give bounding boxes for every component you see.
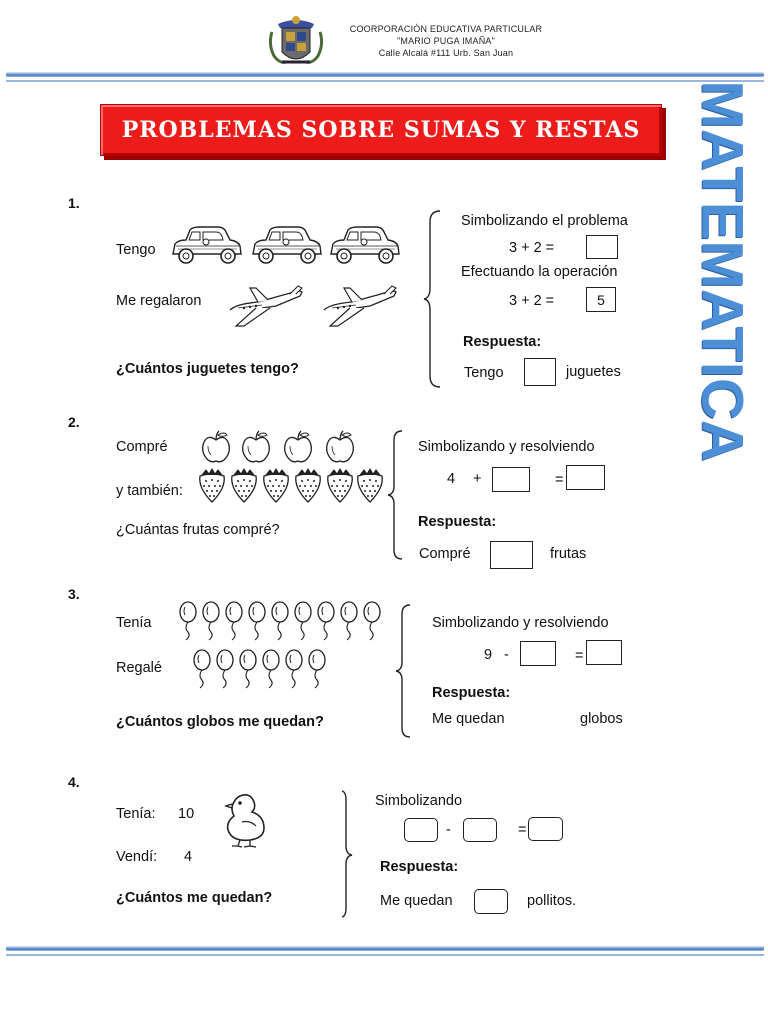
apple-icon <box>243 431 270 462</box>
problem-1-eq2-result: 5 <box>597 291 605 308</box>
brace-icon <box>390 430 408 560</box>
problem-3-eq-first: 9 <box>484 647 493 663</box>
school-name: COORPORACIÓN EDUCATIVA PARTICULAR <box>349 24 543 34</box>
brace-icon <box>336 790 354 918</box>
problem-4-answer-after: pollitos. <box>527 893 577 909</box>
problem-3-line2: Regalé <box>116 660 162 676</box>
strawberry-icon <box>264 469 289 502</box>
strawberry-icon <box>296 469 321 502</box>
problem-1-line2: Me regalaron <box>116 293 202 309</box>
balloon-icon <box>180 602 196 640</box>
strawberry-icon <box>200 469 225 502</box>
airplane-icon <box>324 286 396 326</box>
title-banner <box>100 104 666 160</box>
problem-1-side-heading1: Simbolizando el problema <box>461 213 628 229</box>
problem-3-eq-equals: = <box>575 648 584 664</box>
problem-1-answer-before: Tengo <box>464 365 504 381</box>
footer-rule-thin <box>6 954 764 956</box>
problem-2-answer-after: frutas <box>550 546 587 562</box>
balloon-icon <box>318 602 334 640</box>
header-rule <box>6 72 764 77</box>
problem-4-line2-value: 4 <box>184 849 193 865</box>
problem-3-eq-op: - <box>504 647 509 663</box>
problem-1-question: ¿Cuántos juguetes tengo? <box>116 361 299 377</box>
footer-rule <box>6 946 764 951</box>
strawberry-icon <box>358 469 383 502</box>
balloon-icon <box>364 602 380 640</box>
balloons-regale-group-icon <box>190 648 340 688</box>
problem-2-eq-op: + <box>473 471 482 487</box>
problem-2-line2: y también: <box>116 483 183 499</box>
problem-4-answer-before: Me quedan <box>380 893 453 909</box>
school-subname: "MARIO PUGA IMAÑA" <box>396 36 495 46</box>
problem-3-eq-input-box[interactable] <box>520 641 556 666</box>
balloon-icon <box>240 650 256 688</box>
problem-4-number: 4. <box>68 774 80 790</box>
vertical-title-text: MATEMATICA <box>689 80 755 462</box>
strawberry-icon <box>328 469 353 502</box>
problem-2-answer-box[interactable] <box>490 541 533 569</box>
strawberries-group-icon <box>196 466 390 504</box>
problem-3-answer-label: Respuesta: <box>432 685 511 701</box>
problem-4-line1: Tenía: <box>116 806 156 822</box>
problem-1-answer-box[interactable] <box>524 358 556 386</box>
problem-3-number: 3. <box>68 586 80 602</box>
apple-icon <box>203 431 230 462</box>
problem-1-answer-after: juguetes <box>566 364 621 380</box>
problem-3-line1: Tenía <box>116 615 152 631</box>
airplane-icon <box>230 286 302 326</box>
problem-1-side-heading2: Efectuando la operación <box>461 264 618 280</box>
problem-2-eq-first: 4 <box>447 471 456 487</box>
problem-1-eq1-answer-box[interactable] <box>586 235 618 259</box>
problem-4-eq-equals: = <box>518 822 527 838</box>
page-title: PROBLEMAS SOBRE SUMAS Y RESTAS <box>121 117 641 143</box>
school-address: Calle Alcalá #111 Urb. San Juan <box>378 48 514 58</box>
problem-2-eq-result-box[interactable] <box>566 465 605 490</box>
vertical-title <box>689 80 755 462</box>
problem-2-line1: Compré <box>116 439 168 455</box>
apple-icon <box>285 431 312 462</box>
cars-group-icon <box>170 220 410 268</box>
problem-4-answer-box[interactable] <box>474 889 508 914</box>
balloons-tenia-group-icon <box>176 600 390 640</box>
problem-2-number: 2. <box>68 414 80 430</box>
problem-3-answer-after: globos <box>580 711 623 727</box>
balloon-icon <box>226 602 242 640</box>
balloon-icon <box>194 650 210 688</box>
balloon-icon <box>295 602 311 640</box>
problem-4-eq-second-box[interactable] <box>463 818 497 842</box>
problem-4-eq-first-box[interactable] <box>404 818 438 842</box>
problem-1-eq2-result-box <box>586 287 616 312</box>
brace-icon <box>426 210 446 388</box>
strawberry-icon <box>232 469 257 502</box>
airplanes-group-icon <box>228 282 400 330</box>
problem-4-line2: Vendí: <box>116 849 158 865</box>
problem-4-side-heading: Simbolizando <box>375 793 463 809</box>
problem-2-question: ¿Cuántas frutas compré? <box>116 522 280 538</box>
problem-1-eq2: 3 + 2 = <box>509 293 555 309</box>
balloon-icon <box>286 650 302 688</box>
apples-group-icon <box>198 428 368 468</box>
problem-3-question: ¿Cuántos globos me quedan? <box>116 714 324 730</box>
problem-2-answer-before: Compré <box>419 546 471 562</box>
balloon-icon <box>217 650 233 688</box>
balloon-icon <box>249 602 265 640</box>
balloon-icon <box>272 602 288 640</box>
problem-3-eq-result-box[interactable] <box>586 640 622 665</box>
car-icon <box>331 227 399 263</box>
problem-3-side-heading: Simbolizando y resolviendo <box>432 615 609 631</box>
problem-1-eq1: 3 + 2 = <box>509 240 555 256</box>
problem-2-side-heading: Simbolizando y resolviendo <box>418 439 595 455</box>
balloon-icon <box>263 650 279 688</box>
apple-icon <box>327 431 354 462</box>
chick-icon <box>220 792 270 848</box>
header-rule-thin <box>6 80 764 82</box>
problem-1-answer-label: Respuesta: <box>463 334 542 350</box>
car-icon <box>253 227 321 263</box>
problem-4-answer-label: Respuesta: <box>380 859 459 875</box>
problem-2-eq-input-box[interactable] <box>492 467 530 492</box>
balloon-icon <box>203 602 219 640</box>
problem-1-number: 1. <box>68 195 80 211</box>
balloon-icon <box>309 650 325 688</box>
problem-2-answer-label: Respuesta: <box>418 514 497 530</box>
problem-4-line1-value: 10 <box>178 806 195 822</box>
balloon-icon <box>341 602 357 640</box>
car-icon <box>173 227 241 263</box>
problem-3-answer-before: Me quedan <box>432 711 505 727</box>
problem-4-eq-result-box[interactable] <box>528 817 563 841</box>
problem-4-eq-op: - <box>446 822 451 838</box>
problem-1-line1: Tengo <box>116 242 156 258</box>
problem-2-eq-equals: = <box>555 472 564 488</box>
brace-icon <box>398 604 416 738</box>
problem-4-question: ¿Cuántos me quedan? <box>116 890 273 906</box>
